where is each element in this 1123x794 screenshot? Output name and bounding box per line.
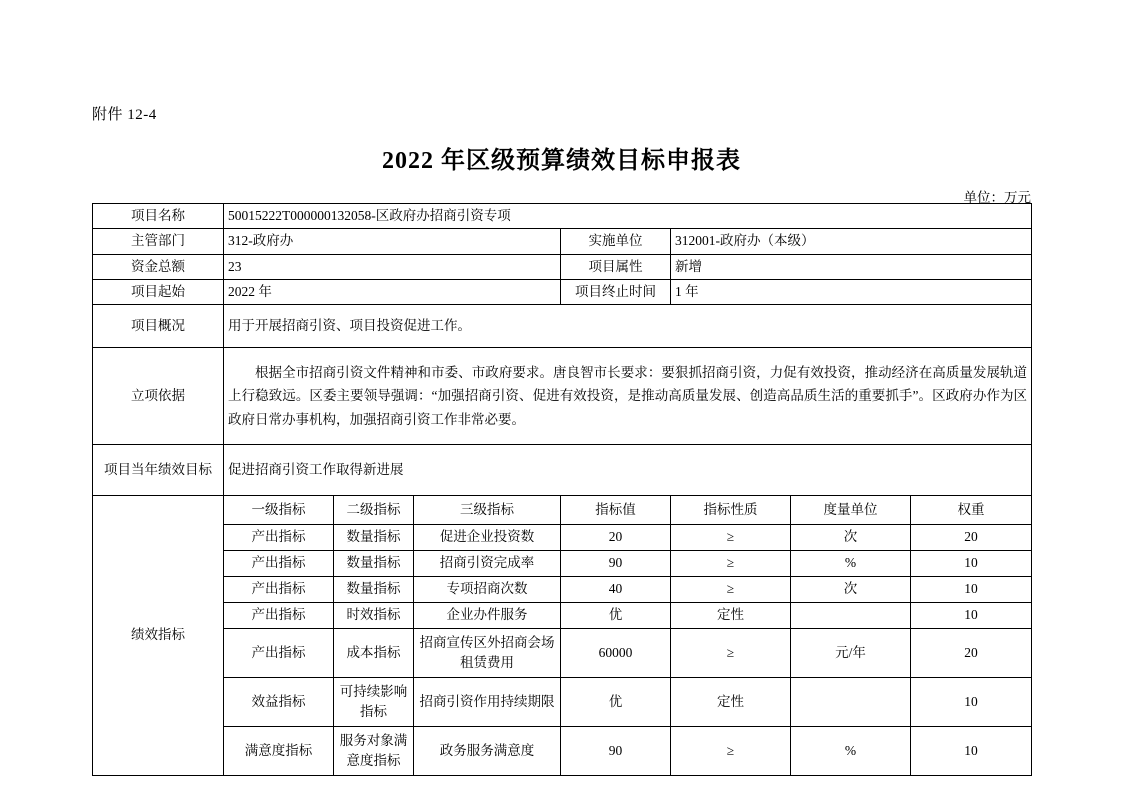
indicator-level3: 招商宣传区外招商会场租赁费用: [414, 629, 561, 678]
indicator-weight: 10: [911, 727, 1032, 776]
indicator-value: 20: [561, 525, 671, 551]
indicator-value: 优: [561, 603, 671, 629]
indicator-value: 90: [561, 551, 671, 577]
unit-note: 单位：万元: [963, 190, 1031, 205]
table-row-overview: [93, 305, 1032, 348]
indicator-weight: 10: [911, 678, 1032, 727]
indicator-nature: ≥: [671, 577, 791, 603]
project-attr-label: 项目属性: [561, 254, 671, 279]
indicator-unit: 次: [791, 525, 911, 551]
indicator-unit: [791, 603, 911, 629]
indicator-level1: 产出指标: [224, 629, 334, 678]
table-row-annual-goal: [93, 445, 1032, 496]
indicator-weight: 20: [911, 629, 1032, 678]
indicator-level1: 产出指标: [224, 551, 334, 577]
indicator-level3: 招商引资作用持续期限: [414, 678, 561, 727]
indicator-unit: %: [791, 551, 911, 577]
indicator-header-level1: 一级指标: [224, 496, 334, 525]
indicator-weight: 10: [911, 551, 1032, 577]
indicator-level1: 产出指标: [224, 603, 334, 629]
indicator-weight: 10: [911, 603, 1032, 629]
annual-goal-label-text: 项目当年绩效目标: [104, 461, 212, 477]
indicator-value: 优: [561, 678, 671, 727]
indicator-level3: 招商引资完成率: [414, 551, 561, 577]
indicator-nature: ≥: [671, 525, 791, 551]
indicator-header-level3: 三级指标: [414, 496, 561, 525]
page-title: 2022 年区级预算绩效目标申报表: [382, 148, 741, 174]
end-label: 项目终止时间: [561, 279, 671, 304]
indicator-level3: 专项招商次数: [414, 577, 561, 603]
annual-goal-value: 促进招商引资工作取得新进展: [224, 445, 1032, 496]
table-row: [93, 727, 1032, 776]
indicator-nature: ≥: [671, 629, 791, 678]
project-attr-value: 新增: [671, 254, 1032, 279]
start-label: 项目起始: [93, 279, 224, 304]
indicator-weight: 10: [911, 577, 1032, 603]
indicator-value: 60000: [561, 629, 671, 678]
impl-unit-label: 实施单位: [561, 229, 671, 254]
indicator-nature: ≥: [671, 727, 791, 776]
indicator-level3: 企业办件服务: [414, 603, 561, 629]
indicator-header-nature: 指标性质: [671, 496, 791, 525]
indicator-level1: 产出指标: [224, 525, 334, 551]
indicator-unit: 次: [791, 577, 911, 603]
indicator-level2: 成本指标: [334, 629, 414, 678]
table-row: [93, 525, 1032, 551]
annual-goal-label: [93, 445, 224, 496]
indicator-header-level2: 二级指标: [334, 496, 414, 525]
indicator-level2: 可持续影响指标: [334, 678, 414, 727]
performance-goal-table: [92, 203, 1032, 776]
indicator-unit: 元/年: [791, 629, 911, 678]
total-funds-value: 23: [224, 254, 561, 279]
table-row-project-name: [93, 204, 1032, 229]
indicator-level3: 促进企业投资数: [414, 525, 561, 551]
table-row: [93, 629, 1032, 678]
overview-value: 用于开展招商引资、项目投资促进工作。: [224, 305, 1032, 348]
indicator-header-unit: 度量单位: [791, 496, 911, 525]
indicator-level1: 产出指标: [224, 577, 334, 603]
indicator-level2: 服务对象满意度指标: [334, 727, 414, 776]
department-label: 主管部门: [93, 229, 224, 254]
table-row-basis: [93, 348, 1032, 445]
indicator-header-row: [93, 496, 1032, 525]
indicator-level3: 政务服务满意度: [414, 727, 561, 776]
indicator-unit: %: [791, 727, 911, 776]
indicator-unit: [791, 678, 911, 727]
indicator-value: 40: [561, 577, 671, 603]
indicator-level1: 满意度指标: [224, 727, 334, 776]
indicator-header-weight: 权重: [911, 496, 1032, 525]
department-value: 312-政府办: [224, 229, 561, 254]
basis-label: 立项依据: [93, 348, 224, 445]
indicator-level2: 数量指标: [334, 525, 414, 551]
indicator-level2: 数量指标: [334, 551, 414, 577]
table-row-funds: [93, 254, 1032, 279]
start-value: 2022 年: [224, 279, 561, 304]
basis-value-cell: [224, 348, 1032, 445]
indicator-level2: 数量指标: [334, 577, 414, 603]
table-row: [93, 577, 1032, 603]
project-name-value: 50015222T000000132058-区政府办招商引资专项: [224, 204, 1032, 229]
indicator-header-value: 指标值: [561, 496, 671, 525]
indicator-section-label: 绩效指标: [93, 496, 224, 776]
indicator-nature: ≥: [671, 551, 791, 577]
table-row: [93, 603, 1032, 629]
overview-label: 项目概况: [93, 305, 224, 348]
indicator-level1: 效益指标: [224, 678, 334, 727]
table-row-period: [93, 279, 1032, 304]
basis-value: 根据全市招商引资文件精神和市委、市政府要求。唐良智市长要求：要狠抓招商引资，力促有效投资，推动经济在高质量发展轨道上行稳致远。区委主要领导强调：“加强招商引资、促进有效投资，是推动高质量发展、创造高品质生活的重要抓手”。区政府办作为区政府日常办事机构，加强招商引资工作非常必要。: [228, 364, 1028, 427]
project-name-label: 项目名称: [93, 204, 224, 229]
impl-unit-value: 312001-政府办（本级）: [671, 229, 1032, 254]
table-row: [93, 551, 1032, 577]
indicator-value: 90: [561, 727, 671, 776]
end-value: 1 年: [671, 279, 1032, 304]
indicator-nature: 定性: [671, 603, 791, 629]
indicator-weight: 20: [911, 525, 1032, 551]
table-row: [93, 678, 1032, 727]
attachment-label: 附件 12-4: [92, 107, 157, 123]
total-funds-label: 资金总额: [93, 254, 224, 279]
indicator-nature: 定性: [671, 678, 791, 727]
indicator-level2: 时效指标: [334, 603, 414, 629]
table-row-department: [93, 229, 1032, 254]
